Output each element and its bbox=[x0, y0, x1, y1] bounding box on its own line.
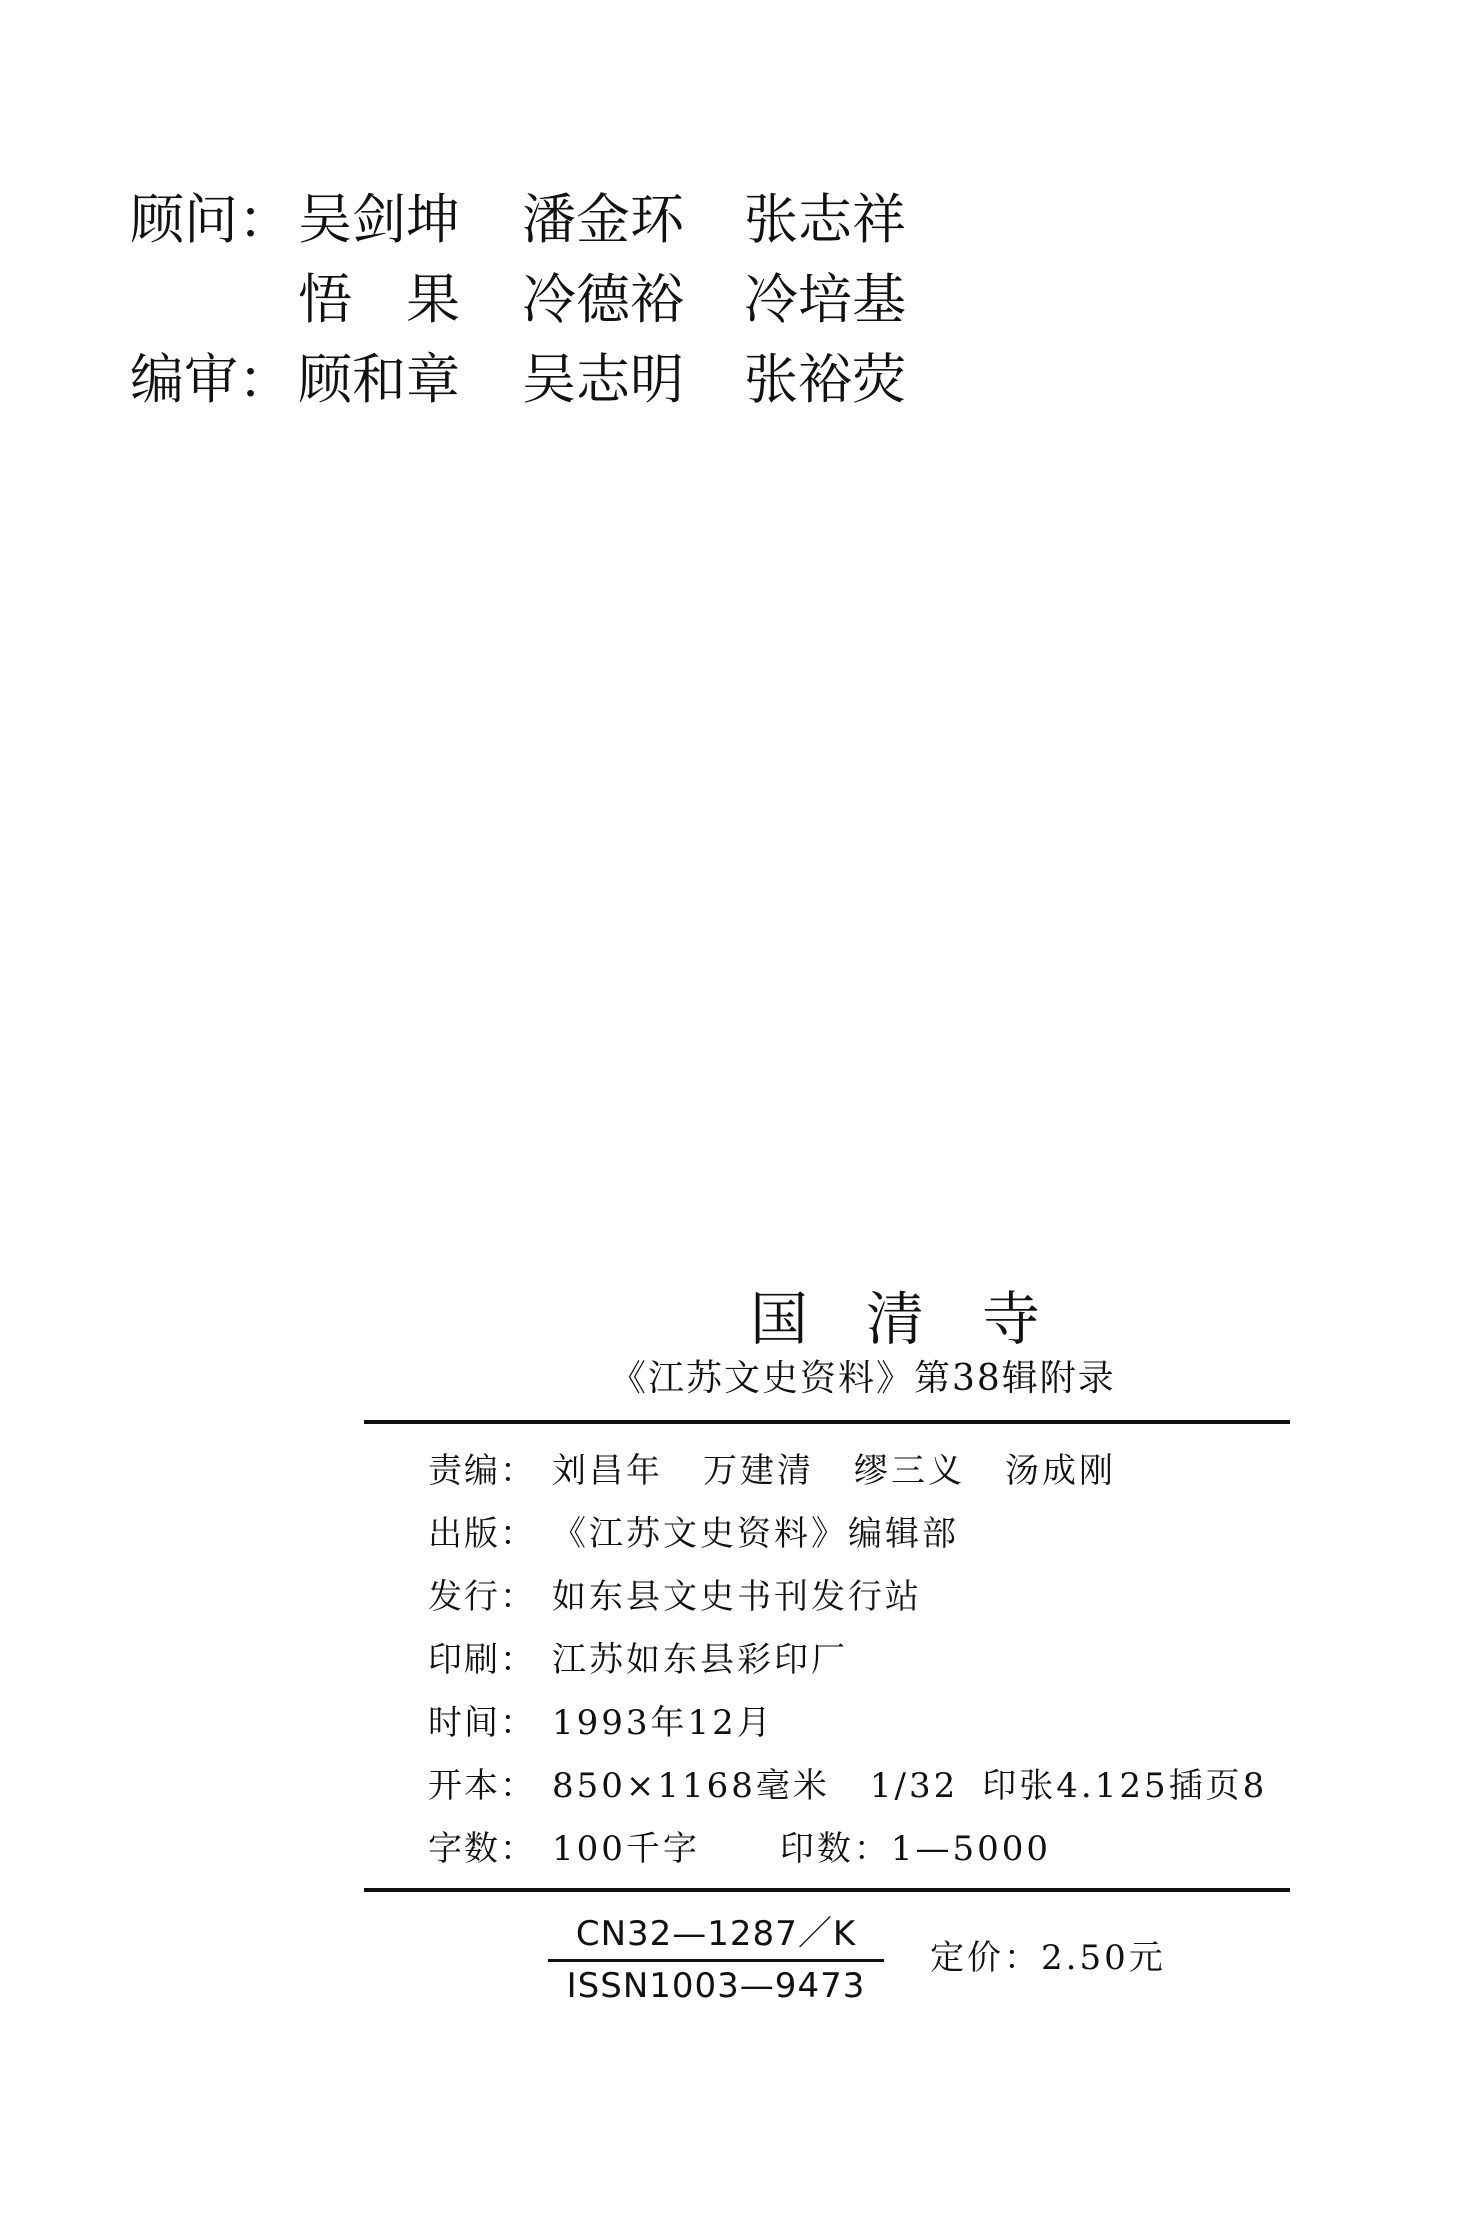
distributor-label: 发行： bbox=[428, 1577, 536, 1617]
advisor-name: 吴剑坤 bbox=[298, 188, 460, 251]
book-title: 国清寺 bbox=[750, 1285, 1099, 1353]
printer-label: 印刷： bbox=[428, 1640, 536, 1680]
word-count-label: 字数： bbox=[428, 1829, 536, 1869]
format-fold: 1/32 bbox=[869, 1766, 959, 1806]
distributor-row bbox=[428, 1566, 1267, 1629]
reviewer-name: 张裕荧 bbox=[744, 348, 906, 411]
advisor-name: 张志祥 bbox=[744, 188, 906, 251]
date-value: 1993年12月 bbox=[552, 1703, 774, 1743]
format-row bbox=[428, 1755, 1267, 1818]
price bbox=[930, 1930, 1166, 1979]
count-row bbox=[428, 1818, 1267, 1881]
issn-number: ISSN1003—9473 bbox=[566, 1966, 866, 2006]
colophon-info bbox=[428, 1440, 1267, 1881]
word-count-value: 100千字 bbox=[552, 1829, 700, 1869]
date-row bbox=[428, 1692, 1267, 1755]
bottom-divider bbox=[364, 1888, 1290, 1892]
format-sheets: 印张4.125插页8 bbox=[982, 1766, 1268, 1806]
printer-value: 江苏如东县彩印厂 bbox=[552, 1640, 848, 1680]
advisor-name: 冷德裕 bbox=[522, 268, 684, 331]
date-label: 时间： bbox=[428, 1703, 536, 1743]
print-run-value: 1—5000 bbox=[890, 1829, 1052, 1869]
publisher-label: 出版： bbox=[428, 1514, 536, 1554]
print-run-label: 印数： bbox=[779, 1829, 891, 1869]
book-subtitle: 《江苏文史资料》第38辑附录 bbox=[610, 1358, 1116, 1399]
editors-row bbox=[428, 1440, 1267, 1503]
publisher-row bbox=[428, 1503, 1267, 1566]
publisher-value: 《江苏文史资料》编辑部 bbox=[552, 1514, 959, 1554]
reviewers-label: 编审： bbox=[130, 348, 292, 411]
price-value: 2.50元 bbox=[1041, 1938, 1166, 1978]
editors-label: 责编： bbox=[428, 1451, 536, 1491]
editor-name: 万建清 bbox=[703, 1451, 814, 1491]
catalog-numbers bbox=[548, 1906, 884, 2006]
printer-row bbox=[428, 1629, 1267, 1692]
format-size: 850×1168毫米 bbox=[552, 1766, 830, 1806]
advisor-name: 冷培基 bbox=[744, 268, 906, 331]
cn-number: CN32—1287／K bbox=[575, 1914, 857, 1954]
reviewer-name: 吴志明 bbox=[522, 348, 684, 411]
editor-name: 刘昌年 bbox=[552, 1451, 663, 1491]
advisor-name: 悟果 bbox=[298, 268, 514, 331]
advisors-label: 顾问： bbox=[130, 188, 292, 251]
editor-name: 缪三义 bbox=[854, 1451, 965, 1491]
editor-name: 汤成刚 bbox=[1005, 1451, 1116, 1491]
reviewer-name: 顾和章 bbox=[298, 348, 460, 411]
top-divider bbox=[364, 1420, 1290, 1424]
distributor-value: 如东县文史书刊发行站 bbox=[552, 1577, 922, 1617]
format-label: 开本： bbox=[428, 1766, 536, 1806]
advisor-name: 潘金环 bbox=[522, 188, 684, 251]
price-label: 定价： bbox=[930, 1938, 1041, 1978]
